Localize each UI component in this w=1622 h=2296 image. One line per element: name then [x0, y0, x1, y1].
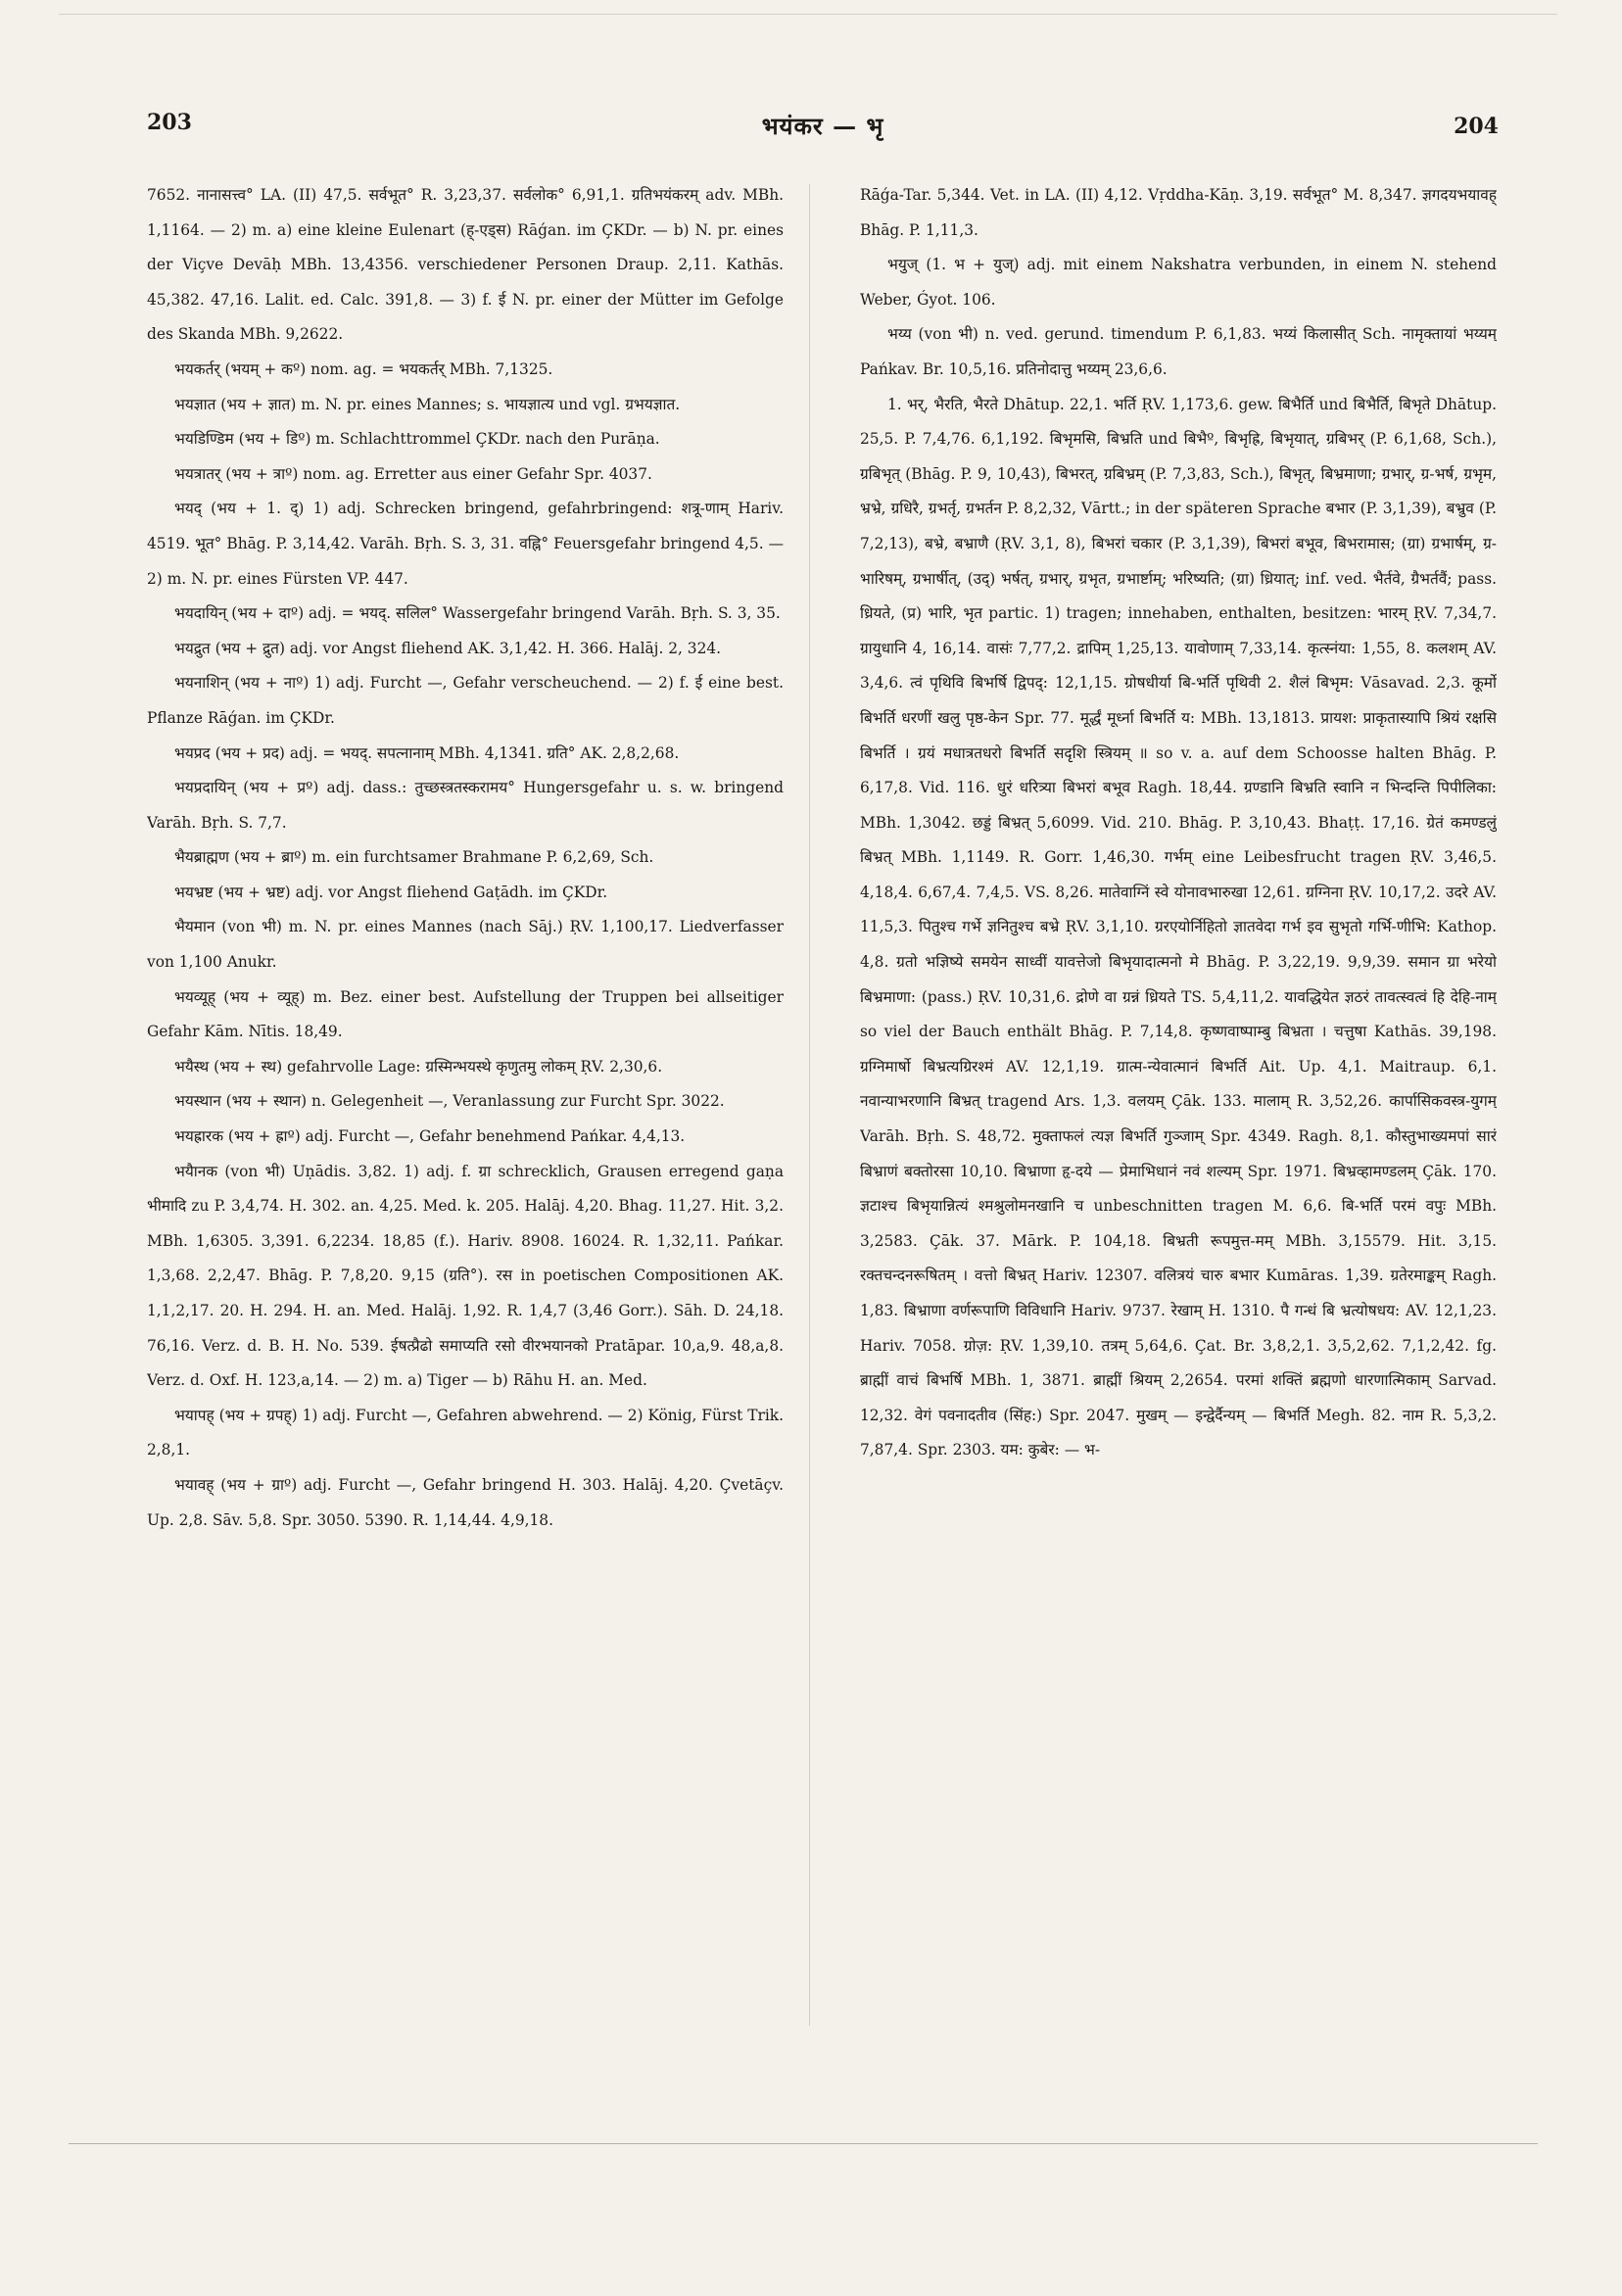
dictionary-entry: भयनाशिन् (भय + नाº) 1) adj. Furcht —, Gefahr verscheuchend. — 2) f. ई eine best. Pflanze Rāǵan. im ÇKDr. — [147, 674, 784, 727]
dictionary-entry: भयव्यूह् (भय + व्यूह्) m. Bez. einer best. Aufstellung der Truppen bei allseitiger Gefahr Kām. Nītis. 18,49. — [147, 987, 784, 1041]
dictionary-entry: भयदायिन् (भय + दाº) adj. = भयद्. सलिल° Wassergefahr bringend Varāh. Bṛh. S. 3, 35. — [174, 604, 781, 623]
dictionary-entry: भयुज् (1. भ + युज्) adj. mit einem Nakshatra verbunden, in einem N. stehend Weber, Ǵyot. 106. — [860, 256, 1497, 309]
dictionary-entry: भयद्रुत (भय + द्रुत) adj. vor Angst fliehend AK. 3,1,42. H. 366. Halāj. 2, 324. — [174, 639, 722, 657]
dictionary-entry: भय्य (von भी) n. ved. gerund. timendum P. 6,1,83. भय्यं किलासीत् Sch. नामृक्तायां भय्यम् Pańkav. Br. 10,5,16. प्रतिनोदात्तु भय्यम् 23,6,6. — [860, 325, 1497, 378]
dictionary-entry: भयावह् (भय + ग्राº) adj. Furcht —, Gefahr bringend H. 303. Halāj. 4,20. Çvetāçv. Up. 2,8. Sāv. 5,8. Spr. 3050. 5390. R. 1,14,44. 4,9,18. — [147, 1475, 784, 1529]
dictionary-entry: 7652. नानासत्त्व° LA. (II) 47,5. सर्वभूत° R. 3,23,37. सर्वलोक° 6,91,1. ग्रतिभयंकरम् adv. MBh. 1,1164. — 2) m. a) eine kleine Eulenart (ह्-एड्स) Rāǵan. im ÇKDr. — b) N. pr. eines der Viçve Devāḥ MBh. 13,4356. verschiedener Personen Draup. 2,11. Kathās. 45,382. 47,16. Lalit. ed. Calc. 391,8. — 3) f. ई N. pr. einer der Mütter im Gefolge des Skanda MBh. 9,2622. — [147, 186, 784, 344]
dictionary-entry: भयैानक (von भी) Uṇādis. 3,82. 1) adj. f. ग्रा schrecklich, Grausen erregend gaṇa भीमादि zu P. 3,4,74. H. 302. an. 4,25. Med. k. 205. Halāj. 4,20. Bhag. 11,27. Hit. 3,2. MBh. 1,6305. 3,391. 6,2234. 18,85 (f.). Hariv. 8908. 16024. R. 1,32,11. Pańkar. 1,3,68. 2,2,47. Bhāg. P. 7,8,20. 9,15 (ग्रति°). रस in poetischen Compositionen AK. 1,1,2,17. 20. H. 294. H. an. Med. Halāj. 1,92. R. 1,4,7 (3,46 Gorr.). Sāh. D. 24,18. 76,16. Verz. d. B. H. No. 539. ईषत्प्रैढो समाप्यति रसो वीरभयानको Pratāpar. 10,a,9. 48,a,8. Verz. d. Oxf. H. 123,a,14. — 2) m. a) Tiger — b) Rāhu H. an. Med. — [147, 1162, 784, 1390]
page-header — [147, 110, 1499, 149]
top-edge-rule — [59, 14, 1557, 15]
dictionary-entry: भयत्रातर् (भय + त्राº) nom. ag. Erretter aus einer Gefahr Spr. 4037. — [174, 464, 652, 483]
page-number-left: 203 — [147, 110, 192, 135]
column-divider — [809, 184, 810, 2026]
dictionary-entry: भयप्रदायिन् (भय + प्रº) adj. dass.: तुच्छस्त्रतस्करामय° Hungersgefahr u. s. w. bringend Varāh. Bṛh. S. 7,7. — [147, 779, 784, 832]
dictionary-entry: भयडिण्डिम (भय + डिº) m. Schlachttrommel ÇKDr. nach den Purāṇa. — [174, 430, 660, 449]
dictionary-entry: 1. भर्, भैरति, भैरते Dhātup. 22,1. भर्ति ṚV. 1,173,6. gew. बिभैर्ति und बिभैर्ति, बिभृते Dhātup. 25,5. P. 7,4,76. 6,1,192. बिभृमसि, बिभ्रति und बिभैº, बिभृह्रि, बिभृयात्, ग्रबिभर् (P. 6,1,68, Sch.), ग्रबिभृत् (Bhāg. P. 9, 10,43), बिभरत्, ग्रबिभ्रम् (P. 7,3,83, Sch.), बिभृत्, बिभ्रमाणा; ग्रभार्, ग्र-भर्ष, ग्रभृम, भ्रभ्रे, ग्रधिरै, ग्रभर्तृ, ग्रभर्तन P. 8,2,32, Vārtt.; in der späteren Sprache बभार (P. 3,1,39), बभ्रुव (P. 7,2,13), बभ्रे, बभ्राणै (ṚV. 3,1, 8), बिभरां चकार (P. 3,1,39), बिभरां बभूव, बिभरामास; (ग्रा) ग्रभार्षम्, ग्र-भारिषम्, ग्रभार्षीत्, (उद्) भर्षत्, ग्रभार्, ग्रभृत, ग्रभार्ष्टाम्; भरिष्यति; (ग्रा) ध्रियात्; inf. ved. भैर्तवे, ग्रैभर्तवैं; pass. ध्रियते, (प्र) भारि, भृत partic. 1) tragen; innehaben, enthalten, besitzen: भारम् ṚV. 7,34,7. ग्रायुधानि 4, 16,14. वासंः 7,77,2. द्रापिम् 1,25,13. यावोणाम् 7,33,14. कृत्स्नंया: 1,55, 8. कलशम् AV. 3,4,6. त्वं पृथिवि बिभर्षि द्विपद्: 12,1,15. ग्रोषधीर्या बि-भर्ति पृथिवी 2. शैलं बिभृम: Vāsavad. 2,3. कूर्मो बिभर्ति धरणीं खलु पृष्ठ-केन Spr. 77. मूर्द्धं मूर्ध्ना बिभर्ति य: MBh. 13,1813. प्रायश: प्राकृतास्यापि श्रियं रक्षसि बिभर्ति । ग्रयं मधात्रतधरो बिभर्ति सदृशि स्त्रियम् ॥ so v. a. auf dem Schoosse halten Bhāg. P. 6,17,8. Vid. 116. धुरं धरित्र्या बिभरां बभूव Ragh. 18,44. ग्रण्डानि बिभ्रति स्वानि न भिन्दन्ति पिपीलिका: MBh. 1,3042. छड्डं बिभ्रत् 5,6099. Vid. 210. Bhāg. P. 3,10,43. Bhaṭṭ. 17,16. ग्रेतं कमण्डलुं बिभ्रत् MBh. 1,1149. R. Gorr. 1,46,30. गर्भम् eine Leibesfrucht tragen ṚV. 3,46,5. 4,18,4. 6,67,4. 7,4,5. VS. 8,26. मातेवाग्निं स्वे योनावभारुखा 12,61. ग्रग्निना ṚV. 10,17,2. उदरे AV. 11,5,3. पितुश्च गर्भे ज्ञनितुश्च बभ्रे ṚV. 3,1,10. ग्ररएयोर्निहितो ज्ञातवेदा गर्भ इव सुभृतो गर्भि-णीभि: Kathop. 4,8. ग्रतो भज्ञिष्ये समयेन साध्वीं यावत्तेजो बिभृयादात्मनो मे Bhāg. P. 3,22,19. 9,9,39. समान ग्रा भरेयो बिभ्रमाणा: (pass.) ṚV. 10,31,6. द्रोणे वा ग्रन्नं ध्रियते TS. 5,4,11,2. यावद्धियेत ज्ञठरं तावत्स्वत्वं हि देहि-नाम् so viel der Bauch enthält Bhāg. P. 7,14,8. कृष्णवाष्पाम्बु बिभ्रता । चत्तुषा Kathās. 39,198. ग्रग्निमार्षो बिभ्रत्यग्रिरश्मं AV. 12,1,19. ग्रात्म-न्येवात्मानं बिभर्ति Ait. Up. 4,1. Maitraup. 6,1. नवान्याभरणानि बिभ्रत् tragend Ars. 1,3. वलयम् Çāk. 133. मालाम् R. 3,52,26. कार्पासिकवस्त्र-युगम् Varāh. Bṛh. S. 48,72. मुक्ताफलं त्यज्ञ बिभर्ति गुञ्जाम् Spr. 4349. Ragh. 8,1. कौस्तुभाख्यमपां सारं बिभ्राणं बक्तोरसा 10,10. बिभ्राणा हृ-दये — प्रेमाभिधानं नवं शल्यम् Spr. 1971. बिभ्रव्हामण्डलम् Çāk. 170. ज्ञटाश्च बिभृयान्नित्यं श्मश्रुलोमनखानि च unbeschnitten tragen M. 6,6. बि-भर्ति परमं वपुः MBh. 3,2583. Çāk. 37. Mārk. P. 104,18. बिभ्रती रूपमुत्त-मम् MBh. 3,15579. Hit. 3,15. रक्तचन्दनरूषितम् । वत्तो बिभ्रत् Hariv. 12307. वलित्रयं चारु बभार Kumāras. 1,39. ग्रतेरमाङ्कम् Ragh. 1,83. बिभ्राणा वर्णरूपाणि विविधानि Hariv. 9737. रेखाम् H. 1310. पै गन्धं बि भ्रत्योषधय: AV. 12,1,23. Hariv. 7058. ग्रोज़: ṚV. 1,39,10. तत्रम् 5,64,6. Çat. Br. 3,8,2,1. 3,5,2,62. 7,1,2,42. fg. ब्राह्मीं वाचं बिभर्षि MBh. 1, 3871. ब्राह्मीं श्रियम् 2,2654. परमां शक्तिं ब्रह्मणो धारणात्मिकाम् Sarvad. 12,32. वेगं पवनादतीव (सिंह:) Spr. 2047. मुखम् — इन्द्वेर्दैन्यम् — बिभर्ति Megh. 82. नाम R. 5,3,2. 7,87,4. Spr. 2303. यम: कुबेर: — भ- — [860, 395, 1497, 1459]
dictionary-entry: भयापह् (भय + ग्रपह्) 1) adj. Furcht —, Gefahren abwehrend. — 2) König, Fürst Trik. 2,8,1. — [147, 1406, 784, 1459]
page-number-right: 204 — [1454, 114, 1499, 139]
right-column — [860, 178, 1497, 2039]
dictionary-entry: भयकर्तर् (भयम् + कº) nom. ag. = भयकर्तर् MBh. 7,1325. — [174, 359, 553, 378]
running-head: भयंकर — भृ — [761, 112, 884, 140]
bottom-rule — [69, 2143, 1538, 2144]
left-column — [147, 178, 784, 2039]
dictionary-entry: भयभ्रष्ट (भय + भ्रष्ट) adj. vor Angst fliehend Gaṭādh. im ÇKDr. — [174, 883, 608, 901]
dictionary-entry: भैयमान (von भी) m. N. pr. eines Mannes (nach Sāj.) ṚV. 1,100,17. Liedverfasser von 1,100 Anukr. — [147, 918, 784, 972]
dictionary-entry: भयद् (भय + 1. द्) 1) adj. Schrecken bringend, gefahrbringend: शत्रू-णाम् Hariv. 4519. भूत° Bhāg. P. 3,14,42. Varāh. Bṛh. S. 3, 31. वह्नि° Feuersgefahr bringend 4,5. — 2) m. N. pr. eines Fürsten VP. 447. — [147, 500, 784, 588]
dictionary-entry: भयस्थान (भय + स्थान) n. Gelegenheit —, Veranlassung zur Furcht Spr. 3022. — [174, 1092, 725, 1111]
dictionary-entry: भयह्रारक (भय + ह्राº) adj. Furcht —, Gefahr benehmend Pańkar. 4,4,13. — [174, 1127, 686, 1146]
dictionary-entry: भयैस्थ (भय + स्थ) gefahrvolle Lage: ग्रस्मिन्भयस्थे कृणुतमु लोकम् ṚV. 2,30,6. — [174, 1057, 663, 1076]
dictionary-entry: Rāǵa-Tar. 5,344. Vet. in LA. (II) 4,12. Vṛddha-Kāṇ. 3,19. सर्वभूत° M. 8,347. ज्ञगदयभयावह् Bhāg. P. 1,11,3. — [860, 186, 1497, 239]
dictionary-entry: भयप्रद (भय + प्रद) adj. = भयद्. सपत्नानाम् MBh. 4,1341. ग्रति° AK. 2,8,2,68. — [174, 743, 680, 762]
dictionary-entry: भयज्ञात (भय + ज्ञात) m. N. pr. eines Mannes; s. भायज्ञात्य und vgl. ग्रभयज्ञात. — [174, 395, 681, 413]
dictionary-entry: भैयब्राह्मण (भय + ब्राº) m. ein furchtsamer Brahmane P. 6,2,69, Sch. — [174, 848, 654, 867]
